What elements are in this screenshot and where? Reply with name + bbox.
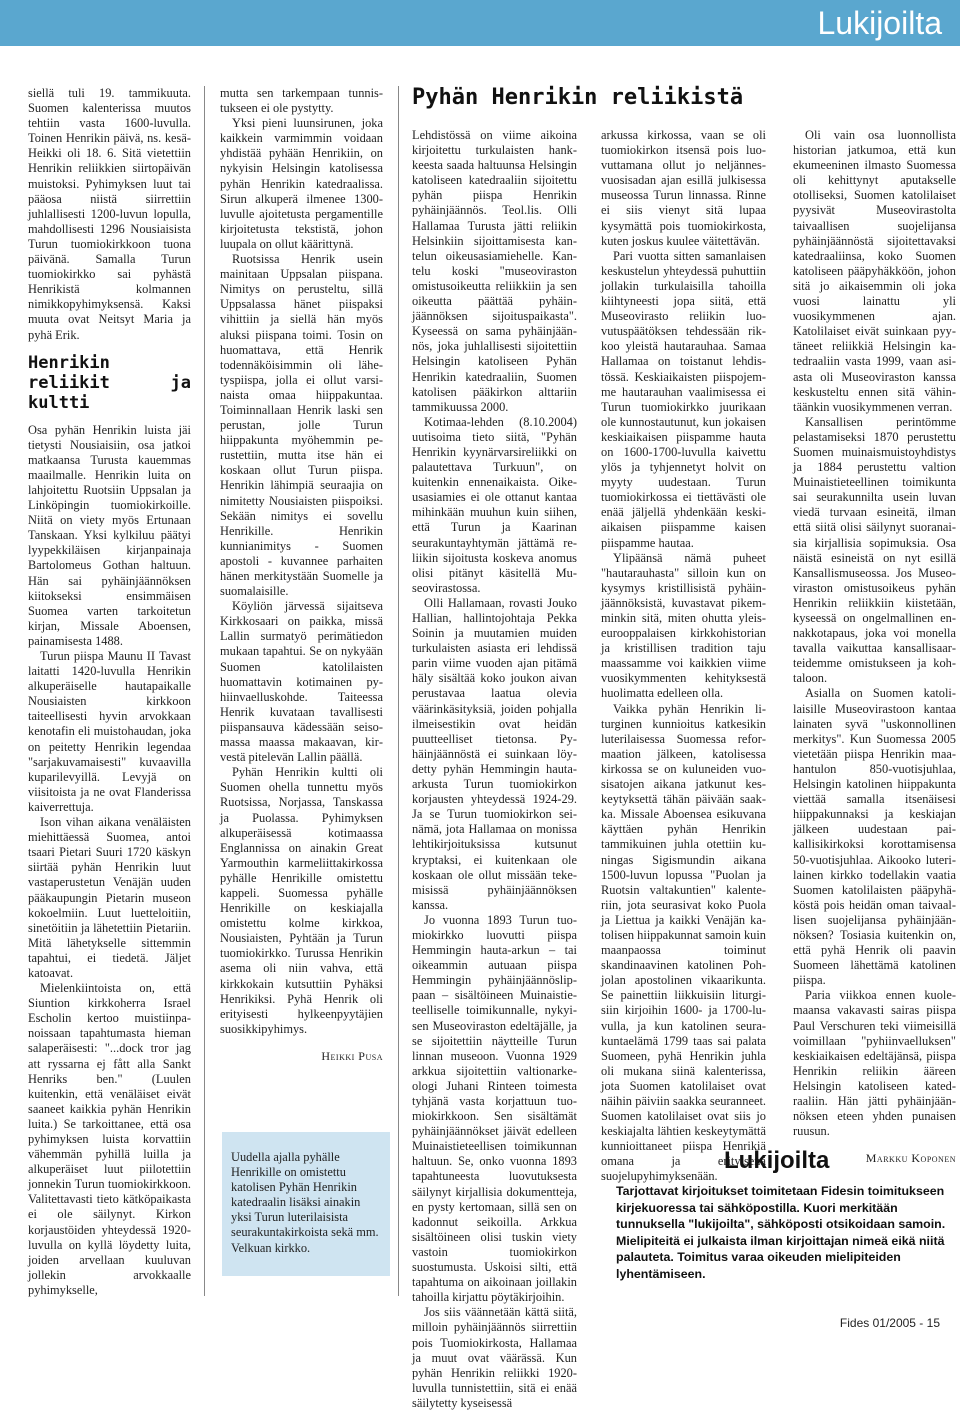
lukijoilta-box-title: Lukijoilta	[724, 1147, 830, 1174]
lukijoilta-box-text: Tarjottavat kirjoitukset toimitetaan Fidesin toimitukseen kirjekuoressa tai sähköpostilla. Kuori merkitään tunnuksella "lukijoilta", sähköposti otsikoidaan samoin. Mielipiteitä ei julkaista ilman kirjoittajan nimeä eikä niitä palauteta. Toimitus varaa oikeuden mielipiteiden lyhentämiseen.	[616, 1184, 946, 1281]
article-title: Pyhän Henrikin reliikistä	[412, 85, 744, 110]
paragraph: Mielenkiintoista on, että Siuntion kirkkoherra Israel Escholin kertoo muistiinpanoissaan tapahtumasta hieman salaperäisesti: "...dock tror jag att ryssarna ej fått alla Sankt Henriks ben." (Luulen kuitenkin, että venäläiset eivät saaneet kaikkia pyhän Henrikin luita.) Se tarkoittanee, että osa pyhimyksen luista korvattiin vähemmän pyhillä luilla ja alkuperäiset luut piilotettiin jonnekin Turun tuomiokirkkoon. Valitettavasti tieto kätköpaikasta ei ole säilynyt. Kirkon korjaustöiden yhteydessä 1920-luvulla on kyllä löydetty luita, joiden arvellaan kuuluvan jollekin arvokkaalle pyhimykselle,	[28, 981, 191, 1297]
paragraph: Asialla on Suomen katolilaisille Museovirastoon kantaa lainaten syvä "uskonnollinen merkitys". Kun Suomessa 2005 vietetään piispa Henrikin maahantulon 850-vuotisjuhlaa, Helsingin katolinen hiippakunta viettää samalla itsenäisesi hiippakunnaksi ja keskiajan jälkeen uudestaan paikallisikirkoksi korottamisensa 50-vuotisjuhlaa. Aikooko luterilainen kirkko todellakin vaatia Suomen katolilaisten pääpyhäköstä pois heidän oman taivaallisen suojelijansa pyhäinjäännöksen? Tosiasia kuitenkin on, että pyhä Henrik oli paavin Suomeen lähettämä katolinen piispa.	[793, 686, 956, 988]
column-divider	[398, 86, 399, 1296]
subheading: Henrikin reliikit ja kultti	[28, 352, 191, 413]
paragraph: siellä tuli 19. tammikuuta. Suomen kalenterissa muutos tehtiin vasta 1600-luvulla. Toinen Henrikin päivä, ns. kesä-Heikki oli 18. 6. Sitä vietettiin Henrikin reliikkien siirtopäivän muistoksi. Pyhimyksen luut tai pääosa niistä siirrettiin juhlallisesti 1200-luvun lopulla, mahdollisesti 1296 Nousiaisista Turun tuomiokirkkoon tuona päivänä. Samalla Turun tuomiokirkko sai pyhästä Henrikistä kolmannen nimikkopyhimyksensä. Kaksi muuta ovat Neitsyt Maria ja pyhä Erik.	[28, 86, 191, 342]
paragraph: Jo vuonna 1893 Turun tuomiokirkko luovutti piispa Hemmingin hauta-arkun – tai oikeammin autuaan piispa Hemmingin pyhäinjäännöslippaan – sisältöineen Muinaistieteelliselle toimikunnalle, nykyisen Museoviraston edeltäjälle, ja se sijoitettiin näytteille Turun linnan museoon. Vuonna 1929 arkkua sijoitettiin valtionarkeologi Juhani Rinteen toimesta tyhjänä vasta korjattuun tuomiokirkkoon. Sen sisältämät pyhäinjäännökset jäivät edelleen Muinaistieteellisen toimikunnan haltuun. Se, onko vuonna 1893 tapahtuneesta luovutuksesta säilynyt kirjallisia dokumentteja, en pysty kertomaan, sillä sen on kadonnut seikoilla. Arkkua sisältöineen olisi tuskin viety vastoin tuomiokirkon suostumusta. Uskoisi silti, että tapahtuma on aikoinaan joillakin tahoilla kirjattu pöytäkirjoihin.	[412, 912, 577, 1305]
column-4	[601, 128, 766, 1185]
author-signature: Heikki Pusa	[321, 1048, 383, 1063]
section-title: Lukijoilta	[817, 5, 942, 41]
paragraph: Lehdistössä on viime aikoina kirjoitettu turkulaisten hankkeesta saada haltuunsa Helsingin katoliseen katedraaliin sijoitettu pyhän piispa Henrikin pyhäinjäännös. Teol.lis. Olli Hallamaa Turusta jätti reliikin Helsinkiin sijoittamisesta kantelun oikeusasiamiehelle. Kantelu koski "museoviraston omistusoikeutta reliikkiin ja sen oikeutta päättää pyhäinjäännöksen sijoituspaikasta". Kyseessä on sama pyhäinjäännös, joka juhlallisesti sijoitettiin Helsingin katoliseen Pyhän Henrikin katedraaliin, Suomen katolisen pääkirkon alttariin tammikuussa 2000.	[412, 128, 577, 414]
paragraph: Vaikka pyhän Henrikin liturginen kunnioitus katkesikin luterilaisessa Suomessa reformaation jälkeen, katolisessa kirkossa se on kuluneiden vuosisatojen aikana jatkunut keskeytyksettä tähän päivään saakka. Missale Aboensea esikuvana käyttäen pyhän Henrikin tammikuinen juhla otettiin kuningas Sigismundin aikana 1500-luvun lopussa "Puolan ja Ruotsin valtakuntien" kalenteriin, jota seurasivat koko Puola ja Liettua ja kaikki Venäjän katolisen hiippakunnat samoin kuin maanpaossa toiminut skandinaavinen katolinen Pohjolan apostolinen vikaarikunta. Se painettiin liikkuisiin liturgisiin kirjoihin 1600- ja 1700-luvulla, ja kun katolinen seurakuntaelämä 1799 taas sai palata Suomeen, pyhä Henrikin juhla oli mukana siinä kalenterissa, jota Suomen katolilaiset ovat näihin päiviin saakka seuranneet. Suomen katolilaiset ovat siis jo keskiajalta lähtien keskeytymättä kunnioittaneet piispa Henrikiä omana ja erityisenä suojelupyhimyksenään.	[601, 701, 766, 1184]
paragraph: Köyliön järvessä sijaitseva Kirkkosaari on paikka, missä Lallin surmatyö perimätiedon mukaan tapahtui. Se on nykyään Suomen katolilaisten huomattavin kotimainen pyhiinvaelluskohde. Taiteessa Henrik kuvataan tavallisesti piispansauva kädessään seisomassa maassa makaavan, kirvestä pitelevän Lallin päällä.	[220, 599, 383, 765]
paragraph: Osa pyhän Henrikin luista jäi tietysti Nousiaisiin, osa jatkoi matkaansa Turusta kauemmas maailmalle. Henrikin luita on lahjoitettu Ruotsiin Uppsalan ja Linköpingin tuomiokirkoille. Niitä on viety myös Ertunaan Tanskaan. Yksi kylkiluu päätyi lyypekkiläisen kirjanpainaja Bartolomeus Gothan haltuun. Hän sai pyhäinjäännöksen kiitokseksi ensimmäisen Suomea varten tarkoitetun kirjan, Missale Aboensen, painamisesta 1488.	[28, 422, 191, 648]
section-banner	[0, 0, 960, 46]
paragraph: Pari vuotta sitten samanlaisen keskustelun yhteydessä puhuttiin jollakin turkulaisilla tahoilla kiihtyneesti jopa siitä, että Museovirasto reliikin luovutuspäätöksen tehdessään rikkoo yleistä hautarauhaa. Samaa Hallamaa on toistanut lehdistössä. Keskiaikaisten piispojemme hautarauhan vaalimisessa ei Turun tuomiokirkko juurikaan ole kunnostautunut, kun jokaisen keskiaikaisen piispamme hauta on 1600-1700-luvulla kaivettu ylös ja tyhjennetyt holvit on myyty uudestaan. Turun tuomiokirkossa ei tiettävästi ole enää jäljellä yhdenkään keskiaikaisen piispamme kaisen piispamme hautaa.	[601, 248, 766, 550]
column-5	[793, 128, 956, 1166]
paragraph: Kotimaa-lehden (8.10.2004) uutisoima tieto siitä, "Pyhän Henrikin kyynärvarsireliikki on palautettava Turkuun", on kuitenkin ennenaikaista. Oikeusasiamies ei ole ottanut kantaa mihinkään muuhun kuin siihen, että Turun ja Kaarinan seurakuntayhtymän jättämä reliikin sijoitusta koskeva anomus olisi pitänyt käsitellä Museovirastossa.	[412, 414, 577, 595]
column-2	[220, 86, 383, 1064]
author-signature: Markku Koponen	[865, 1151, 956, 1166]
column-3	[412, 128, 577, 1411]
paragraph: Jos siis väännetään kättä siitä, milloin pyhäinjäännös siirrettiin pois Tuomiokirkosta, Hallamaa ja muut ovat väärässä. Kun pyhän Henrikin reliikki 1920-luvulla tunnistettiin, sitä ei enää säilytetty kyseisessä	[412, 1305, 577, 1410]
paragraph: arkussa kirkossa, vaan se oli tuomiokirkon itsensä pois luovuttamana ollut jo neljännesvuosisadan ajan esillä julkisessa museossa Turun linnassa. Rinne ei siis vienyt sitä lupaa kysymättä pois tuomiokirkosta, kuten joskus kuulee väitettävän.	[601, 128, 766, 248]
paragraph: Pyhän Henrikin kultti oli Suomen ohella tunnettu myös Ruotsissa, Norjassa, Tanskassa ja Puolassa. Pyhimyksen alkuperäisessä kotimaassa Englannissa on ainakin Great Yarmouthin karmeliittakirkossa pyhälle Henrikille omistettu kappeli. Suomessa pyhälle Henrikille on keskiajalla omistettu kolme kirkkoa, Nousiaisten, Pyhtään ja Turun tuomiokirkko. Turussa Henrikin asema oli niin vahva, että kirkkokain kutsuttiin Pyhäksi Henrikiksi. Pyhä Henrik oli erityisesti hylkeenpyytäjien suosikkipyhimys.	[220, 765, 383, 1036]
paragraph: Turun piispa Maunu II Tavast laitatti 1420-luvulla Henrikin alkuperäiselle hautapaikalle Nousiaisten kirkkoon taiteellisesti hyvin arvokkaan kenotafin eli muistohaudan, joka on peitetty Henrikin legendaa "sarjakuvamaisesti" kuvaavilla kuparilevyillä. Levyjä on viisitoista ja ne ovat Flanderissa kaiverrettuja.	[28, 649, 191, 814]
paragraph: Paria viikkoa ennen kuolemaansa vakavasti sairas piispa Paul Verschuren teki viimeisillä voimillaan "pyhiinvaelluksen" keskiaikaisen edeltäjänsä, piispa Henrikin reliikin ääreen Helsingin katoliseen katedraaliin. Hän jätti pyhäinjäännöksen eteen yhden punaisen ruusun.	[793, 988, 956, 1139]
paragraph: Ylipäänsä nämä puheet "hautarauhasta" silloin kun on kysymys kristillisistä pyhäinjäännöksistä, kuvastavat pikemminkin sitä, miten ohutta yleiseurooppalaisen kirkkohistorian ja kristillisen tradition taju maassamme voi kaikkien viime vuosikymmenten kehityksestä huolimatta edelleen olla.	[601, 550, 766, 701]
paragraph: Kansallisen perintömme pelastamiseksi 1870 perustettu Suomen muinaismuistoyhdistys ja 1884 perustettu valtion Muinaistieteellinen toimikunta sai seurakunnilta usein luvan viedä turvaan esineitä, ilman että siitä olisi säilynyt suoranaisia kirjallisia sopimuksia. Osa näistä esineistä on nyt esillä Kansallismuseossa. Jos Museoviraston omistusoikeus pyhän Henrikin reliikkiin kiistetään, kyseessä on ongelmallinen ennakkotapaus, joka voi monella tavalla vaikuttaa kansallisaarteidemme omistukseen ja kohtaloon.	[793, 414, 956, 686]
column-divider	[204, 86, 205, 1296]
page-footer: Fides 01/2005 - 15	[839, 1316, 940, 1330]
paragraph: mutta sen tarkempaan tunnistukseen ei ole pystytty.	[220, 86, 383, 116]
paragraph: Ruotsissa Henrik usein mainitaan Uppsalan piispana. Nimitys on perusteltu, sillä Uppsalassa hänet piispaksi vihittiin ja siellä hän myös aluksi piispana toimi. Tosin on huomattava, että Henrik todennäköisimmin oli lähetyspiispa, jolla ei ollut varsinaista omaa hiippakuntaa. Toiminnallaan Henrik laski sen perustan, jolle Turun hiippakunta myöhemmin perustettiin, mutta itse hän ei koskaan ollut Turun piispa. Henrikin lähimpiä seuraajia on nimitetty Nousiaisten piispoiksi. Sekään nimitys ei sovellu Henrikille. Henrikin kunnianimitys - Suomen apostoli - kuvannee parhaiten hänen merkitystään Suomelle ja suomalaisille.	[220, 252, 383, 599]
info-box-text: Uudella ajalla pyhälle Henrikille on omistettu katolisen Pyhän Henrikin katedraalin lisäksi ainakin yksi Turun luterilaisista seurakuntakirkoista sekä mm. Velkuan kirkko.	[231, 1150, 379, 1255]
paragraph: Olli Hallamaan, rovasti Jouko Hallian, hallintojohtaja Pekka Soinin ja muutamien muiden turkulaisten asiasta eri lehdissä parin viime vuoden ajan pitämä häly sisältää koko joukon aivan perustavaa laatua olevia väärinkäsityksiä, joiden pohjalla ilmeisestikin ovat heidän puutteelliset tietonsa. Pyhäinjäännöstä ei suinkaan löydetty pyhän Hemmingin hautaarkusta Turun tuomiokirkon korjausten yhteydessä 1924-29. Ja se Turun tuomiokirkon seinämä, jota Hallamaa on monissa lehtikirjoituksissa kutsunut kryptaksi, ei kuitenkaan ole koskaan ole ollut missään tekemisissä pyhäinjäännöksen kanssa.	[412, 595, 577, 912]
paragraph: Yksi pieni luunsirunen, joka kaikkein varmimmin voidaan yhdistää pyhään Henrikiin, on nykyisin Helsingin katolisessa pyhän Henrikin katedraalissa. Sirun alkuperä ilmenee 1300-luvulle ajoitetusta pergamentille kirjoitetusta tekstistä, johon luupala on ollut käärittynä.	[220, 116, 383, 251]
paragraph: Ison vihan aikana venäläisten miehittäessä Suomea, antoi tsaari Pietari Suuri 1720 käskyn siirtää pyhän Henrikin luut vastaperustetun Venäjän uuden pääkaupungin Pietarin museon kokoelmiin. Luut luetteloitiin, sinetöitiin ja lähetettiin Pietariin. Mitä lähetykselle sittemmin tapahtui, ei tiedetä. Jäljet katoavat.	[28, 815, 191, 980]
paragraph: Oli vain osa luonnollista historian jatkumoa, että kun ekumeeninen ilmasto Suomessa oli kehittynyt aputakselle otolliseksi, Suomen katolilaiset pyysivät Museovirastolta taivaallisen suojelijansa pyhäinjäännöstä sijoitettavaksi katedraaliinsa, koko Suomen katoliseen pääpyhäkköön, johon sitä jo aikaisemmin oli joka vuosi lainattu yli vuosikymmenen ajan. Katolilaiset eivät suinkaan pyytäneet reliikkiä Helsingin katedraaliin vasta 1999, vaan asiasta oli Museoviraston kanssa keskusteltu ennen sitä vähintäänkin vuosikymmenen verran.	[793, 128, 956, 414]
column-1	[28, 86, 191, 1298]
